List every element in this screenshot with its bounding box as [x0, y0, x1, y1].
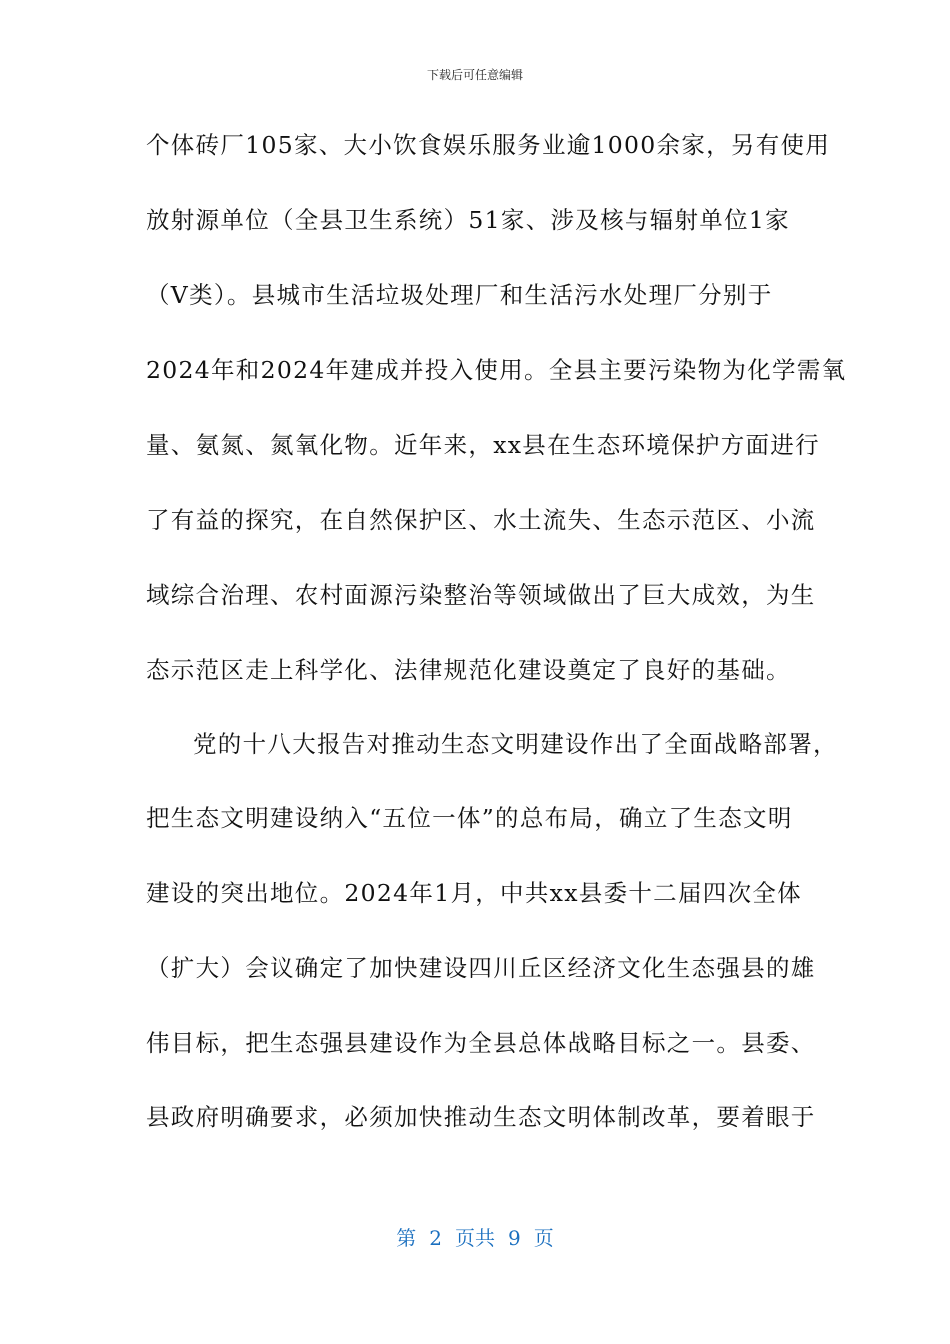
body-line: 了有益的探究，在自然保护区、水土流失、生态示范区、小流 [146, 506, 816, 534]
body-line-paragraph-start: 党的十八大报告对推动生态文明建设作出了全面战略部署， [193, 730, 838, 758]
body-line: 2024年和2024年建成并投入使用。全县主要污染物为化学需氧 [146, 356, 847, 384]
body-line: 个体砖厂105家、大小饮食娱乐服务业逾1000余家，另有使用 [146, 131, 831, 159]
page-header: 下载后可任意编辑 [426, 68, 523, 82]
body-line: 把生态文明建设纳入“五位一体”的总布局，确立了生态文明 [146, 804, 793, 832]
body-line: 建设的突出地位。2024年1月，中共xx县委十二届四次全体 [146, 879, 802, 907]
body-line: 县政府明确要求，必须加快推动生态文明体制改革，要着眼于 [146, 1103, 816, 1131]
footer-current-page: 2 [429, 1226, 442, 1250]
body-line: 伟目标，把生态强县建设作为全县总体战略目标之一。县委、 [146, 1029, 816, 1057]
body-line: 放射源单位（全县卫生系统）51家、涉及核与辐射单位1家 [146, 206, 790, 234]
footer-total-pages: 9 [508, 1226, 521, 1250]
body-line: 量、氨氮、氮氧化物。近年来，xx县在生态环境保护方面进行 [146, 431, 820, 459]
body-line: （Ⅴ类）。县城市生活垃圾处理厂和生活污水处理厂分别于 [146, 281, 773, 309]
footer-suffix: 页 [533, 1226, 554, 1250]
body-line: 态示范区走上科学化、法律规范化建设奠定了良好的基础。 [146, 656, 791, 684]
footer-prefix: 第 [396, 1226, 417, 1250]
body-line: （扩大）会议确定了加快建设四川丘区经济文化生态强县的雄 [146, 954, 816, 982]
body-line: 域综合治理、农村面源污染整治等领域做出了巨大成效，为生 [146, 581, 816, 609]
page-footer [0, 1224, 950, 1252]
footer-middle: 页共 [455, 1226, 495, 1250]
